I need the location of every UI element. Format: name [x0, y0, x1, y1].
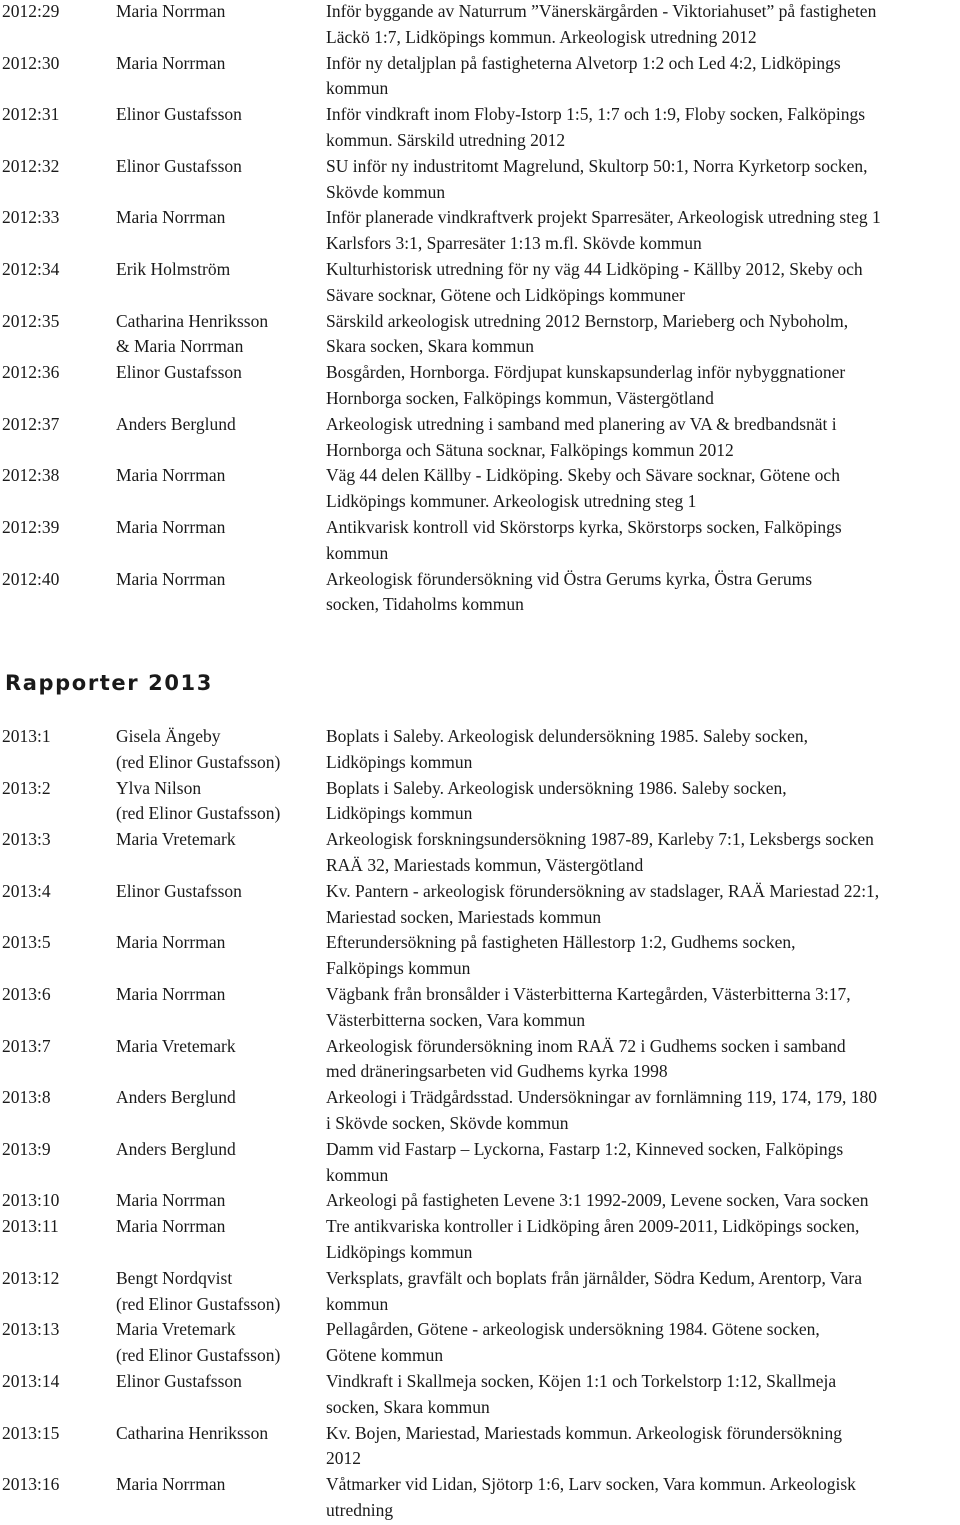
report-entry [2, 1034, 960, 1086]
report-title: Arkeologisk forskningsundersökning 1987-89, Karleby 7:1, Leksbergs socken RAÄ 32, Mariestads kommun, Västergötland [326, 829, 874, 875]
report-number: 2012:39 [2, 516, 60, 537]
report-title: Arkeologi i Trädgårdsstad. Undersökningar av fornlämning 119, 174, 179, 180 i Skövde socken, Skövde kommun [326, 1087, 878, 1133]
report-number: 2012:36 [2, 362, 60, 383]
report-title: Kv. Pantern - arkeologisk förundersökning av stadslager, RAÄ Mariestad 22:1, Mariestad socken, Mariestads kommun [326, 880, 880, 927]
report-number: 2013:2 [2, 777, 51, 798]
report-title: Inför vindkraft inom Floby-Istorp 1:5, 1:7 och 1:9, Floby socken, Falköpings kommun. Särskild utredning 2012 [326, 104, 866, 150]
report-number: 2013:13 [2, 1319, 60, 1340]
report-entry [2, 1137, 960, 1189]
report-number: 2013:5 [2, 932, 51, 953]
report-author: Maria Norrman [116, 52, 226, 73]
report-title: Inför ny detaljplan på fastigheterna Alvetorp 1:2 och Led 4:2, Lidköpings kommun [326, 52, 841, 99]
report-author: Maria Norrman [116, 932, 226, 953]
report-number: 2012:33 [2, 207, 60, 228]
report-author: Elinor Gustafsson [116, 880, 242, 901]
report-entry [2, 51, 960, 103]
report-entry [2, 827, 960, 879]
report-title: Efterundersökning på fastigheten Hällestorp 1:2, Gudhems socken, Falköpings kommun [326, 932, 796, 979]
report-number: 2013:3 [2, 829, 51, 850]
report-title: Boplats i Saleby. Arkeologisk undersökning 1986. Saleby socken, Lidköpings kommun [326, 777, 787, 824]
report-number: 2012:32 [2, 155, 60, 176]
report-entry [2, 102, 960, 154]
report-entry [2, 982, 960, 1034]
report-author: Bengt Nordqvist (red Elinor Gustafsson) [116, 1267, 281, 1314]
report-author: Maria Norrman [116, 207, 226, 228]
report-entry [2, 257, 960, 309]
report-entry [2, 1472, 960, 1524]
report-author: Maria Vretemark (red Elinor Gustafsson) [116, 1319, 281, 1366]
report-author: Maria Norrman [116, 568, 226, 589]
report-author: Maria Norrman [116, 516, 226, 537]
report-entry [2, 724, 960, 776]
report-entry [2, 1085, 960, 1137]
report-title: Damm vid Fastarp – Lyckorna, Fastarp 1:2, Kinneved socken, Falköpings kommun [326, 1138, 844, 1185]
report-entry [2, 360, 960, 412]
report-title: Vägbank från bronsålder i Västerbitterna Kartegården, Västerbitterna 3:17, Västerbitterna socken, Vara kommun [326, 983, 851, 1030]
report-title: Inför byggande av Naturrum ”Vänerskärgården - Viktoriahuset” på fastigheten Läckö 1:7, Lidköpings kommun. Arkeologisk utredning 2012 [326, 1, 877, 47]
report-entry [2, 879, 960, 931]
report-entry [2, 463, 960, 515]
report-author: Catharina Henriksson & Maria Norrman [116, 310, 269, 357]
report-entry [2, 309, 960, 361]
report-title: Arkeologi på fastigheten Levene 3:1 1992-2009, Levene socken, Vara socken [326, 1190, 869, 1211]
report-author: Catharina Henriksson [116, 1422, 269, 1443]
report-author: Maria Vretemark [116, 829, 236, 850]
report-number: 2013:10 [2, 1190, 60, 1211]
report-author: Maria Norrman [116, 1216, 226, 1237]
report-entry [2, 1188, 960, 1214]
report-author: Elinor Gustafsson [116, 155, 242, 176]
report-author: Maria Norrman [116, 983, 226, 1004]
report-number: 2013:6 [2, 983, 51, 1004]
report-list-2012 [2, 0, 960, 618]
report-entry [2, 930, 960, 982]
report-number: 2012:40 [2, 568, 60, 589]
report-number: 2013:9 [2, 1138, 51, 1159]
report-author: Maria Norrman [116, 1474, 226, 1495]
report-author: Anders Berglund [116, 1087, 236, 1108]
report-title: Våtmarker vid Lidan, Sjötorp 1:6, Larv socken, Vara kommun. Arkeologisk utredning [326, 1474, 856, 1520]
report-title: Väg 44 delen Källby - Lidköping. Skeby och Sävare socknar, Götene och Lidköpings kommuner. Arkeologisk utredning steg 1 [326, 465, 840, 512]
report-number: 2012:35 [2, 310, 60, 331]
report-title: SU inför ny industritomt Magrelund, Skultorp 50:1, Norra Kyrketorp socken, Skövde kommun [326, 155, 868, 202]
report-author: Anders Berglund [116, 413, 236, 434]
report-number: 2012:29 [2, 1, 60, 21]
report-number: 2013:16 [2, 1474, 60, 1495]
report-number: 2013:12 [2, 1267, 60, 1288]
report-title: Inför planerade vindkraftverk projekt Sparresäter, Arkeologisk utredning steg 1 Karlsfors 3:1, Sparresäter 1:13 m.fl. Skövde kommun [326, 207, 881, 254]
report-number: 2013:7 [2, 1035, 51, 1056]
report-author: Maria Norrman [116, 1, 226, 21]
report-title: Verksplats, gravfält och boplats från järnålder, Södra Kedum, Arentorp, Vara kommun [326, 1267, 862, 1314]
report-number: 2013:11 [2, 1216, 59, 1237]
report-list-2013 [2, 724, 960, 1524]
report-author: Elinor Gustafsson [116, 104, 242, 125]
report-number: 2012:37 [2, 413, 60, 434]
report-title: Boplats i Saleby. Arkeologisk delundersökning 1985. Saleby socken, Lidköpings kommun [326, 726, 809, 772]
report-title: Arkeologisk förundersökning vid Östra Gerums kyrka, Östra Gerums socken, Tidaholms kommun [326, 568, 813, 615]
report-title: Vindkraft i Skallmeja socken, Köjen 1:1 och Torkelstorp 1:12, Skallmeja socken, Skara kommun [326, 1370, 837, 1417]
report-author: Elinor Gustafsson [116, 1370, 242, 1391]
report-title: Antikvarisk kontroll vid Skörstorps kyrka, Skörstorps socken, Falköpings kommun [326, 516, 842, 563]
report-title: Bosgården, Hornborga. Fördjupat kunskapsunderlag inför nybyggnationer Hornborga socken, Falköpings kommun, Västergötland [326, 362, 846, 408]
report-title: Särskild arkeologisk utredning 2012 Bernstorp, Marieberg och Nyboholm, Skara socken, Skara kommun [326, 310, 849, 357]
report-title: Pellagården, Götene - arkeologisk undersökning 1984. Götene socken, Götene kommun [326, 1319, 820, 1366]
report-number: 2012:31 [2, 104, 60, 125]
report-author: Ylva Nilson (red Elinor Gustafsson) [116, 777, 281, 824]
report-number: 2013:8 [2, 1087, 51, 1108]
report-author: Maria Vretemark [116, 1035, 236, 1056]
report-entry [2, 205, 960, 257]
report-title: Kv. Bojen, Mariestad, Mariestads kommun. Arkeologisk förundersökning 2012 [326, 1422, 843, 1469]
report-entry [2, 0, 960, 51]
section-heading-2013: Rapporter 2013 [5, 671, 213, 695]
report-entry [2, 1317, 960, 1369]
report-number: 2012:30 [2, 52, 60, 73]
report-author: Maria Norrman [116, 1190, 226, 1211]
report-entry [2, 776, 960, 828]
report-author: Erik Holmström [116, 258, 231, 279]
report-author: Elinor Gustafsson [116, 362, 242, 383]
report-entry [2, 515, 960, 567]
report-entry [2, 1214, 960, 1266]
report-number: 2012:38 [2, 465, 60, 486]
report-title: Kulturhistorisk utredning för ny väg 44 Lidköping - Källby 2012, Skeby och Sävare socknar, Götene och Lidköpings kommuner [326, 258, 863, 305]
report-author: Gisela Ängeby (red Elinor Gustafsson) [116, 726, 281, 772]
report-title: Arkeologisk förundersökning inom RAÄ 72 i Gudhems socken i samband med dräneringsarbeten vid Gudhems kyrka 1998 [326, 1035, 846, 1082]
report-number: 2013:14 [2, 1370, 60, 1391]
report-title: Arkeologisk utredning i samband med planering av VA & bredbandsnät i Hornborga och Sätuna socknar, Falköpings kommun 2012 [326, 413, 837, 460]
report-entry [2, 1421, 960, 1473]
report-entry [2, 1266, 960, 1318]
report-author: Maria Norrman [116, 465, 226, 486]
report-number: 2013:15 [2, 1422, 60, 1443]
report-entry [2, 154, 960, 206]
report-number: 2013:1 [2, 726, 51, 746]
report-title: Tre antikvariska kontroller i Lidköping åren 2009-2011, Lidköpings socken, Lidköpings kommun [326, 1216, 860, 1262]
report-entry [2, 412, 960, 464]
report-author: Anders Berglund [116, 1138, 236, 1159]
report-entry [2, 567, 960, 619]
report-entry [2, 1369, 960, 1421]
report-number: 2013:4 [2, 880, 51, 901]
report-number: 2012:34 [2, 258, 60, 279]
